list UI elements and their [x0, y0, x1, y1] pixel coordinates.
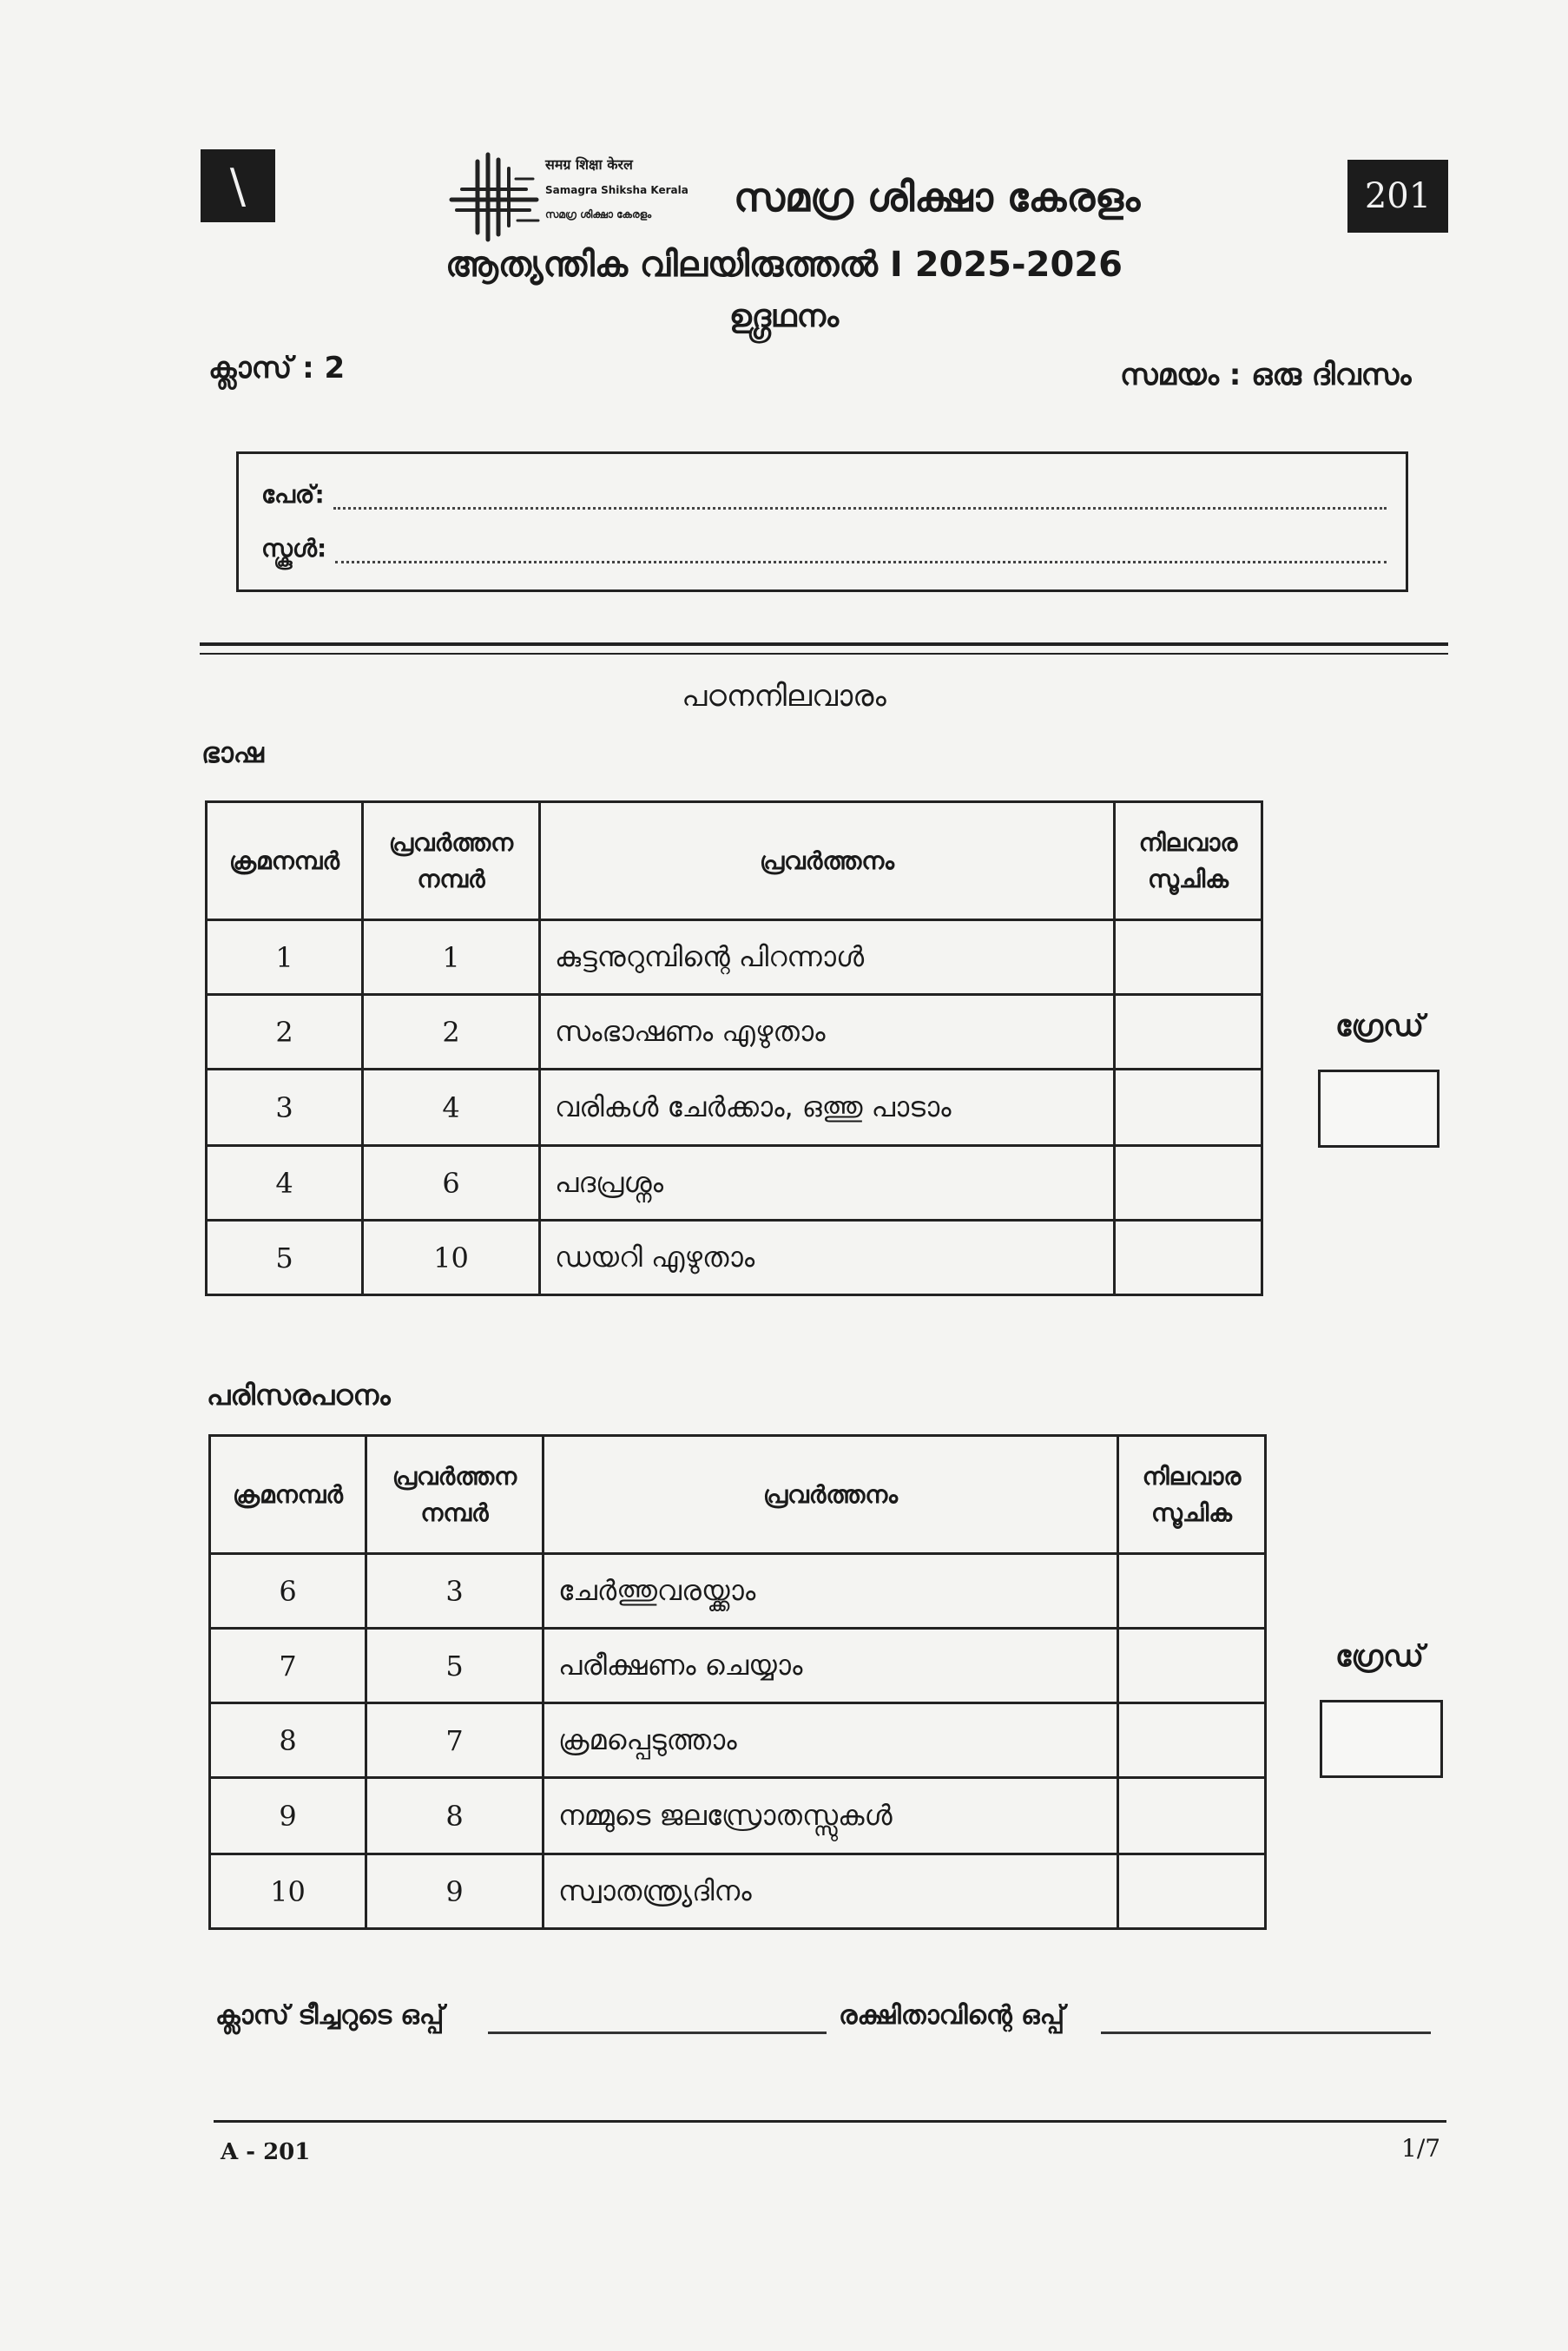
- activity-cell: സ്വാതന്ത്ര്യദിനം: [544, 1854, 1118, 1929]
- class-label: ക്ലാസ് : 2: [208, 351, 346, 385]
- footer-divider: [214, 2120, 1446, 2123]
- activity-cell: പദപ്രശ്നം: [540, 1146, 1115, 1221]
- activity-cell: നമ്മുടെ ജലസ്രോതസ്സുകൾ: [544, 1778, 1118, 1854]
- language-grade-label: ഗ്രേഡ്: [1335, 1009, 1424, 1044]
- col-indicator-header: നിലവാര സൂചിക: [1118, 1436, 1266, 1554]
- activity-cell: ക്രമപ്പെടുത്താം: [544, 1703, 1118, 1778]
- indicator-cell[interactable]: [1115, 920, 1262, 995]
- name-label: പേര്:: [261, 480, 325, 509]
- evs-grade-box[interactable]: [1320, 1700, 1443, 1778]
- section-title: പഠനനിലവാരം: [682, 679, 886, 714]
- activity-no-cell: 1: [363, 920, 540, 995]
- logo-mark-icon: [443, 149, 547, 247]
- table-row: [207, 1070, 1262, 1146]
- teacher-signature-line[interactable]: [488, 2032, 827, 2034]
- activity-cell: ഡയറി എഴുതാം: [540, 1221, 1115, 1295]
- col-activity-header: പ്രവർത്തനം: [540, 802, 1115, 920]
- language-table: [205, 800, 1263, 1296]
- indicator-cell[interactable]: [1115, 1146, 1262, 1221]
- logo-text-hindi: समग्र शिक्षा केरल: [545, 156, 633, 173]
- activity-no-cell: 2: [363, 995, 540, 1070]
- footer-page-number: 1/7: [1401, 2134, 1441, 2163]
- activity-no-cell: 7: [366, 1703, 544, 1778]
- parent-signature-line[interactable]: [1101, 2032, 1431, 2034]
- col-activity-no-header: പ്രവർത്തന നമ്പർ: [363, 802, 540, 920]
- indicator-cell[interactable]: [1115, 1070, 1262, 1146]
- table-row: [210, 1703, 1266, 1778]
- indicator-cell[interactable]: [1115, 1221, 1262, 1295]
- col-serial-header: ക്രമനമ്പർ: [207, 802, 363, 920]
- activity-no-cell: 6: [363, 1146, 540, 1221]
- activity-cell: കുട്ടനുറുമ്പിന്റെ പിറന്നാൾ: [540, 920, 1115, 995]
- teacher-signature-label: ക്ലാസ് ടീച്ചറുടെ ഒപ്പ്: [215, 2000, 445, 2031]
- serial-cell: 1: [207, 920, 363, 995]
- col-activity-header: പ്രവർത്തനം: [544, 1436, 1118, 1554]
- serial-cell: 10: [210, 1854, 366, 1929]
- serial-cell: 5: [207, 1221, 363, 1295]
- activity-no-cell: 8: [366, 1778, 544, 1854]
- table-row: [210, 1629, 1266, 1703]
- col-serial-header: ക്രമനമ്പർ: [210, 1436, 366, 1554]
- evs-section-title: പരിസരപഠനം: [207, 1379, 391, 1412]
- activity-cell: പരീക്ഷണം ചെയ്യാം: [544, 1629, 1118, 1703]
- language-section-title: ഭാഷ: [201, 736, 264, 769]
- table-row: [207, 995, 1262, 1070]
- activity-no-cell: 4: [363, 1070, 540, 1146]
- logo-text-malayalam: സമഗ്ര ശിക്ഷാ കേരളം: [545, 208, 652, 221]
- activity-no-cell: 3: [366, 1554, 544, 1629]
- activity-no-cell: 5: [366, 1629, 544, 1703]
- indicator-cell[interactable]: [1118, 1554, 1266, 1629]
- activity-cell: വരികൾ ചേർക്കാം, ഒത്തു പാടാം: [540, 1070, 1115, 1146]
- table-row: [210, 1778, 1266, 1854]
- divider: [200, 653, 1448, 655]
- serial-cell: 3: [207, 1070, 363, 1146]
- serial-cell: 2: [207, 995, 363, 1070]
- activity-no-cell: 10: [363, 1221, 540, 1295]
- parent-signature-label: രക്ഷിതാവിന്റെ ഒപ്പ്: [839, 2000, 1064, 2031]
- divider: [200, 642, 1448, 646]
- col-activity-no-header: പ്രവർത്തന നമ്പർ: [366, 1436, 544, 1554]
- serial-cell: 9: [210, 1778, 366, 1854]
- serial-cell: 8: [210, 1703, 366, 1778]
- table-row: [207, 920, 1262, 995]
- exam-title: ആത്യന്തിക വിലയിരുത്തൽ I 2025-2026: [445, 245, 1123, 285]
- evs-grade-label: ഗ്രേഡ്: [1335, 1639, 1424, 1674]
- table-row: [210, 1554, 1266, 1629]
- time-label: സമയം : ഒരു ദിവസം: [1120, 358, 1412, 392]
- school-label: സ്കൂൾ:: [261, 534, 327, 563]
- school-row: [261, 534, 1387, 563]
- evs-table: [208, 1434, 1267, 1930]
- subject-title: ഉദ്ഗ്രഥനം: [728, 299, 840, 334]
- activity-cell: ചേർത്തുവരയ്ക്കാം: [544, 1554, 1118, 1629]
- samagra-shiksha-logo: [443, 149, 721, 247]
- school-field[interactable]: [335, 540, 1387, 563]
- table-row: [207, 1146, 1262, 1221]
- paper-code-badge: 201: [1347, 160, 1448, 233]
- indicator-cell[interactable]: [1118, 1703, 1266, 1778]
- organisation-title: സമഗ്ര ശിക്ഷാ കേരളം: [734, 174, 1141, 221]
- table-row: [207, 1221, 1262, 1295]
- activity-cell: സംഭാഷണം എഴുതാം: [540, 995, 1115, 1070]
- activity-no-cell: 9: [366, 1854, 544, 1929]
- indicator-cell[interactable]: [1118, 1629, 1266, 1703]
- table-row: [210, 1854, 1266, 1929]
- name-row: [261, 480, 1387, 510]
- indicator-cell[interactable]: [1115, 995, 1262, 1070]
- table-header-row: [210, 1436, 1266, 1554]
- indicator-cell[interactable]: [1118, 1854, 1266, 1929]
- student-info-box: [236, 451, 1408, 592]
- question-number-badge: \: [201, 149, 275, 222]
- logo-text-english: Samagra Shiksha Kerala: [545, 184, 688, 196]
- serial-cell: 6: [210, 1554, 366, 1629]
- col-indicator-header: നിലവാര സൂചിക: [1115, 802, 1262, 920]
- indicator-cell[interactable]: [1118, 1778, 1266, 1854]
- serial-cell: 4: [207, 1146, 363, 1221]
- name-field[interactable]: [333, 486, 1387, 510]
- serial-cell: 7: [210, 1629, 366, 1703]
- language-grade-box[interactable]: [1318, 1070, 1440, 1148]
- table-header-row: [207, 802, 1262, 920]
- footer-paper-code: A - 201: [221, 2139, 311, 2165]
